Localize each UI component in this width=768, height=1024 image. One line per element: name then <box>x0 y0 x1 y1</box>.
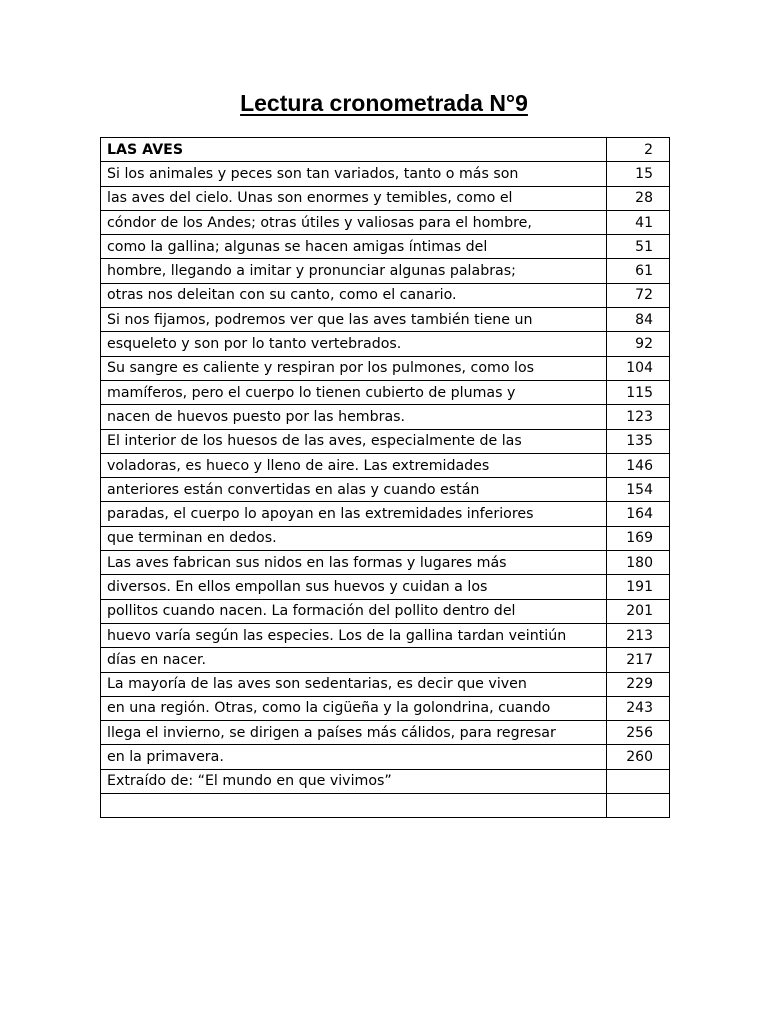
table-row <box>101 356 670 380</box>
row-text: paradas, el cuerpo lo apoyan en las extremidades inferiores <box>101 502 607 526</box>
word-count: 180 <box>607 551 670 575</box>
row-text: LAS AVES <box>101 138 607 162</box>
table-row <box>101 551 670 575</box>
word-count: 213 <box>607 623 670 647</box>
row-text: esqueleto y son por lo tanto vertebrados. <box>101 332 607 356</box>
row-text: Si los animales y peces son tan variados, tanto o más son <box>101 162 607 186</box>
row-text: días en nacer. <box>101 648 607 672</box>
table-row <box>101 672 670 696</box>
row-text: diversos. En ellos empollan sus huevos y cuidan a los <box>101 575 607 599</box>
table-row <box>101 575 670 599</box>
row-text: voladoras, es hueco y lleno de aire. Las extremidades <box>101 453 607 477</box>
word-count: 115 <box>607 380 670 404</box>
row-text: Su sangre es caliente y respiran por los pulmones, como los <box>101 356 607 380</box>
word-count: 123 <box>607 405 670 429</box>
row-text: cóndor de los Andes; otras útiles y valiosas para el hombre, <box>101 210 607 234</box>
row-text: que terminan en dedos. <box>101 526 607 550</box>
table-row <box>101 210 670 234</box>
word-count: 28 <box>607 186 670 210</box>
word-count: 2 <box>607 138 670 162</box>
word-count: 243 <box>607 696 670 720</box>
table-row <box>101 162 670 186</box>
row-text: Si nos fijamos, podremos ver que las aves también tiene un <box>101 308 607 332</box>
row-text: mamíferos, pero el cuerpo lo tienen cubierto de plumas y <box>101 380 607 404</box>
row-text: Extraído de: “El mundo en que vivimos” <box>101 769 607 793</box>
table-row <box>101 186 670 210</box>
table-row <box>101 745 670 769</box>
word-count: 51 <box>607 235 670 259</box>
row-text: La mayoría de las aves son sedentarias, es decir que viven <box>101 672 607 696</box>
table-row <box>101 769 670 793</box>
table-row <box>101 696 670 720</box>
row-text: nacen de huevos puesto por las hembras. <box>101 405 607 429</box>
row-text: El interior de los huesos de las aves, especialmente de las <box>101 429 607 453</box>
word-count: 92 <box>607 332 670 356</box>
table-row <box>101 453 670 477</box>
table-row <box>101 259 670 283</box>
row-text: en la primavera. <box>101 745 607 769</box>
table-row <box>101 502 670 526</box>
table-row <box>101 405 670 429</box>
word-count: 104 <box>607 356 670 380</box>
word-count: 146 <box>607 453 670 477</box>
word-count: 256 <box>607 721 670 745</box>
row-text: en una región. Otras, como la cigüeña y la golondrina, cuando <box>101 696 607 720</box>
word-count: 41 <box>607 210 670 234</box>
word-count: 229 <box>607 672 670 696</box>
word-count: 15 <box>607 162 670 186</box>
row-text <box>101 794 607 818</box>
table-row <box>101 380 670 404</box>
word-count: 84 <box>607 308 670 332</box>
row-text: pollitos cuando nacen. La formación del pollito dentro del <box>101 599 607 623</box>
word-count <box>607 769 670 793</box>
word-count: 217 <box>607 648 670 672</box>
row-text: las aves del cielo. Unas son enormes y temibles, como el <box>101 186 607 210</box>
row-text: anteriores están convertidas en alas y cuando están <box>101 478 607 502</box>
row-text: como la gallina; algunas se hacen amigas íntimas del <box>101 235 607 259</box>
page-title: Lectura cronometrada N°9 <box>240 90 528 116</box>
reading-table <box>100 137 670 818</box>
word-count: 201 <box>607 599 670 623</box>
table-row <box>101 721 670 745</box>
row-text: huevo varía según las especies. Los de la gallina tardan veintiún <box>101 623 607 647</box>
table-row <box>101 283 670 307</box>
table-row <box>101 623 670 647</box>
table-row <box>101 526 670 550</box>
word-count: 169 <box>607 526 670 550</box>
row-text: Las aves fabrican sus nidos en las formas y lugares más <box>101 551 607 575</box>
table-row <box>101 794 670 818</box>
table-row <box>101 429 670 453</box>
word-count: 164 <box>607 502 670 526</box>
table-row <box>101 235 670 259</box>
row-text: llega el invierno, se dirigen a países más cálidos, para regresar <box>101 721 607 745</box>
word-count: 154 <box>607 478 670 502</box>
word-count: 61 <box>607 259 670 283</box>
word-count: 191 <box>607 575 670 599</box>
table-header-row <box>101 138 670 162</box>
table-row <box>101 648 670 672</box>
word-count: 72 <box>607 283 670 307</box>
table-row <box>101 478 670 502</box>
table-row <box>101 308 670 332</box>
table-row <box>101 332 670 356</box>
row-text: hombre, llegando a imitar y pronunciar algunas palabras; <box>101 259 607 283</box>
table-row <box>101 599 670 623</box>
word-count <box>607 794 670 818</box>
word-count: 260 <box>607 745 670 769</box>
reading-table-body <box>101 138 670 818</box>
word-count: 135 <box>607 429 670 453</box>
row-text: otras nos deleitan con su canto, como el canario. <box>101 283 607 307</box>
